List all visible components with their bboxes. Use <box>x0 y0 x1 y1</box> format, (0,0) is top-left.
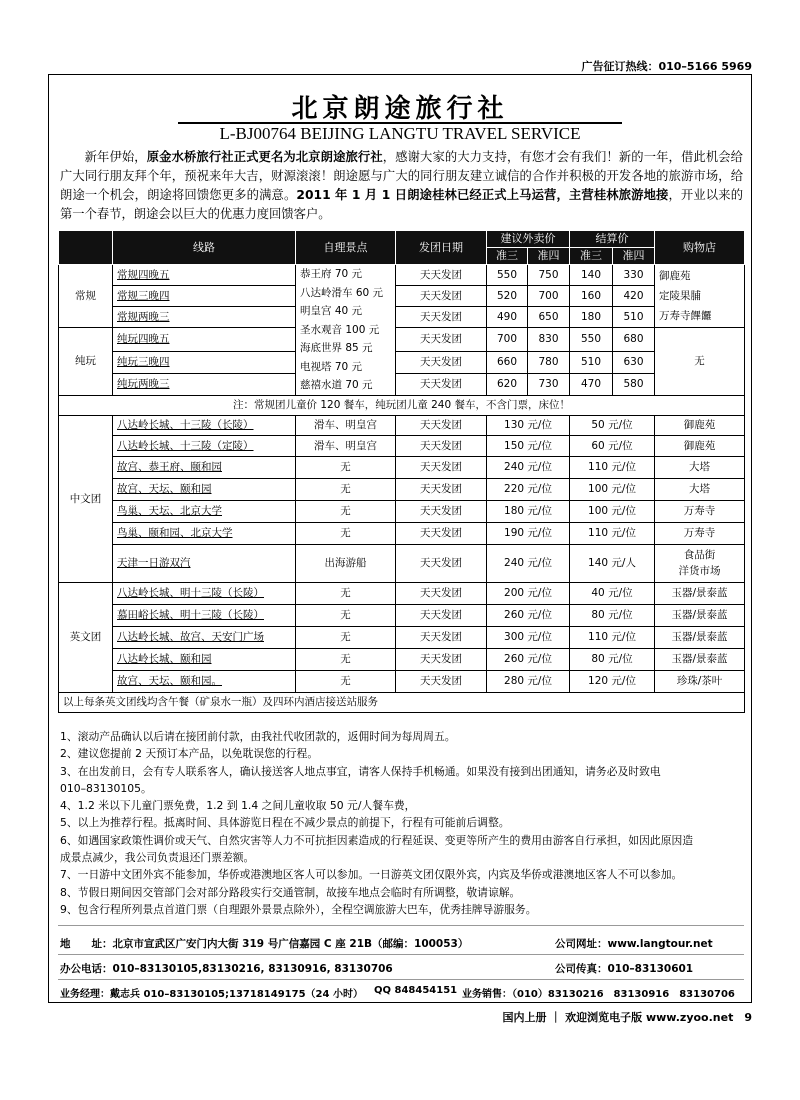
header-z4: 准四 <box>613 248 655 265</box>
self-cell: 无 <box>296 670 396 692</box>
retail-cell: 280 元/位 <box>487 670 570 692</box>
date-cell: 天天发团 <box>396 265 487 286</box>
date-cell: 天天发团 <box>396 626 487 648</box>
price-cell: 630 <box>613 351 655 373</box>
route-cell: 鸟巢、颐和园、北京大学 <box>113 522 296 544</box>
shop-cell: 万寿寺 <box>655 522 745 544</box>
date-cell: 天天发团 <box>396 307 487 328</box>
header-retail: 建议外卖价 <box>487 231 570 248</box>
shop-cell: 玉器/景泰蓝 <box>655 604 745 626</box>
route-cell: 常规三晚四 <box>113 286 296 307</box>
price-cell: 420 <box>613 286 655 307</box>
retail-cell: 150 元/位 <box>487 435 570 456</box>
settle-cell: 60 元/位 <box>570 435 655 456</box>
route-cell: 八达岭长城、故宫、天安门广场 <box>113 626 296 648</box>
price-cell: 140 <box>570 265 613 286</box>
website[interactable]: 公司网址：www.langtour.net <box>555 938 713 950</box>
category-pure: 纯玩 <box>59 328 113 396</box>
shop-cell: 御鹿苑 <box>655 435 745 456</box>
price-cell: 180 <box>570 307 613 328</box>
retail-cell: 190 元/位 <box>487 522 570 544</box>
note-item: 成景点减少，我公司负责退还门票差额。 <box>60 851 255 865</box>
retail-cell: 240 元/位 <box>487 456 570 478</box>
retail-cell: 260 元/位 <box>487 604 570 626</box>
notes-list <box>60 728 746 918</box>
shop-cell: 大塔 <box>655 478 745 500</box>
route-cell: 八达岭长城、颐和园 <box>113 648 296 670</box>
ad-hotline: 广告征订热线：010–5166 5969 <box>581 60 752 73</box>
price-cell: 550 <box>570 328 613 352</box>
date-cell: 天天发团 <box>396 522 487 544</box>
note-children: 注：常规团儿童价 120 餐车，纯玩团儿童 240 餐车，不含门票，床位！ <box>59 395 745 415</box>
divider <box>58 979 744 980</box>
price-cell: 700 <box>487 328 528 352</box>
route-cell: 八达岭长城、明十三陵（长陵） <box>113 582 296 604</box>
self-cell: 无 <box>296 604 396 626</box>
self-cell: 无 <box>296 478 396 500</box>
self-cell: 无 <box>296 500 396 522</box>
shops-cell: 无 <box>655 328 745 396</box>
category-english: 英文团 <box>59 582 113 692</box>
date-cell: 天天发团 <box>396 670 487 692</box>
header-date: 发团日期 <box>396 231 487 265</box>
note-item: 8、节假日期间因交管部门会对部分路段实行交通管制，故接车地点会临时有所调整，敬请谅解。 <box>60 885 521 899</box>
settle-cell: 40 元/位 <box>570 582 655 604</box>
header-route: 线路 <box>113 231 296 265</box>
settle-cell: 100 元/位 <box>570 500 655 522</box>
self-cell: 无 <box>296 522 396 544</box>
route-cell: 八达岭长城、十三陵（长陵） <box>113 415 296 435</box>
header-z4: 准四 <box>528 248 570 265</box>
self-cell: 无 <box>296 648 396 670</box>
price-cell: 730 <box>528 373 570 395</box>
header-settle: 结算价 <box>570 231 655 248</box>
agency-title: 北京朗途旅行社 <box>291 94 509 124</box>
header-z3: 准三 <box>487 248 528 265</box>
price-cell: 550 <box>487 265 528 286</box>
shop-cell: 大塔 <box>655 456 745 478</box>
route-cell: 故宫、天坛、颐和园。 <box>113 670 296 692</box>
shop-cell: 玉器/景泰蓝 <box>655 648 745 670</box>
date-cell: 天天发团 <box>396 435 487 456</box>
category-chinese: 中文团 <box>59 415 113 582</box>
date-cell: 天天发团 <box>396 544 487 582</box>
price-cell: 680 <box>613 328 655 352</box>
address: 地 址：北京市宣武区广安门内大街 319 号广信嘉园 C 座 21B（邮编：100053） <box>60 938 469 950</box>
date-cell: 天天发团 <box>396 328 487 352</box>
note-item: 010–83130105。 <box>60 781 152 795</box>
route-cell: 故宫、恭王府、颐和园 <box>113 456 296 478</box>
price-cell: 830 <box>528 328 570 352</box>
settle-cell: 80 元/位 <box>570 648 655 670</box>
settle-cell: 120 元/位 <box>570 670 655 692</box>
settle-cell: 50 元/位 <box>570 415 655 435</box>
date-cell: 天天发团 <box>396 604 487 626</box>
date-cell: 天天发团 <box>396 373 487 395</box>
shop-cell: 珍珠/茶叶 <box>655 670 745 692</box>
price-cell: 160 <box>570 286 613 307</box>
price-cell: 520 <box>487 286 528 307</box>
self-cell: 滑车、明皇宫 <box>296 415 396 435</box>
self-cell: 无 <box>296 456 396 478</box>
route-cell: 天津一日游双汽 <box>113 544 296 582</box>
route-cell: 纯玩四晚五 <box>113 328 296 352</box>
retail-cell: 300 元/位 <box>487 626 570 648</box>
header-category <box>59 231 113 265</box>
note-item: 1、滚动产品确认以后请在接团前付款，由我社代收团款的，返佣时间为每周周五。 <box>60 730 456 743</box>
note-item: 6、如遇国家政策性调价或天气、自然灾害等人力不可抗拒因素造成的行程延误、变更等所产生的费用由游客自行承担，如因此原因造 <box>60 833 694 847</box>
price-cell: 780 <box>528 351 570 373</box>
note-item: 3、在出发前日，会有专人联系客人，确认接送客人地点事宜，请客人保持手机畅通。如果没有接到出团通知，请务必及时致电 <box>60 764 661 778</box>
self-cell: 滑车、明皇宫 <box>296 435 396 456</box>
price-cell: 330 <box>613 265 655 286</box>
header-z3: 准三 <box>570 248 613 265</box>
date-cell: 天天发团 <box>396 478 487 500</box>
date-cell: 天天发团 <box>396 456 487 478</box>
route-cell: 鸟巢、天坛、北京大学 <box>113 500 296 522</box>
retail-cell: 220 元/位 <box>487 478 570 500</box>
retail-cell: 180 元/位 <box>487 500 570 522</box>
shop-cell: 玉器/景泰蓝 <box>655 582 745 604</box>
price-cell: 750 <box>528 265 570 286</box>
price-cell: 510 <box>570 351 613 373</box>
price-cell: 650 <box>528 307 570 328</box>
note-item: 7、一日游中文团外宾不能参加，华侨或港澳地区客人可以参加。一日游英文团仅限外宾，内宾及华侨或港澳地区客人不可以参加。 <box>60 868 683 882</box>
price-cell: 700 <box>528 286 570 307</box>
settle-cell: 110 元/位 <box>570 522 655 544</box>
settle-cell: 100 元/位 <box>570 478 655 500</box>
divider <box>58 954 744 955</box>
divider <box>58 925 744 926</box>
sales: 业务销售：（010）83130216 83130916 83130706 <box>462 989 735 1000</box>
phone: 办公电话：010–83130105,83130216, 83130916, 83130706 <box>60 963 393 975</box>
retail-cell: 240 元/位 <box>487 544 570 582</box>
price-cell: 660 <box>487 351 528 373</box>
settle-cell: 110 元/位 <box>570 456 655 478</box>
qq: QQ 848454151 <box>374 985 458 996</box>
header-shop: 购物店 <box>655 231 745 265</box>
settle-cell: 80 元/位 <box>570 604 655 626</box>
self-spots-cell: 恭王府 70 元 八达岭滑车 60 元 明皇宫 40 元 圣水观音 100 元 海底世界 85 元 电视塔 70 元 慈禧水道 70 元 <box>296 265 396 396</box>
date-cell: 天天发团 <box>396 648 487 670</box>
shop-cell: 御鹿苑 <box>655 415 745 435</box>
price-cell: 510 <box>613 307 655 328</box>
note-item: 2、建议您提前 2 天预订本产品，以免耽误您的行程。 <box>60 747 319 761</box>
shops-cell: 御鹿苑 定陵果脯 万寿寺饆饠 <box>655 265 745 328</box>
price-cell: 490 <box>487 307 528 328</box>
note-item: 4、1.2 米以下儿童门票免费，1.2 到 1.4 之间儿童收取 50 元/人餐车费， <box>60 799 416 813</box>
retail-cell: 260 元/位 <box>487 648 570 670</box>
header-self: 自理景点 <box>296 231 396 265</box>
route-cell: 故宫、天坛、颐和园 <box>113 478 296 500</box>
agency-subtitle: L-BJ00764 BEIJING LANGTU TRAVEL SERVICE <box>219 124 581 143</box>
intro-paragraph: 新年伊始，原金水桥旅行社正式更名为北京朗途旅行社，感谢大家的大力支持，有您才会有我们！新的一年，借此机会给广大同行朋友拜个年，预祝来年大吉，财源滚滚！朗途愿与广大的同行朋友建立诚信的合作并积极的开发各地的旅游市场，给朗途一个机会，朗途将回馈您更多的满意。2011 年 1 月 1 日朗途桂林已经正式上马运营，主营桂林旅游地接，开业以来的第一个春节，朗途会以巨大的优惠力度回馈客户。 <box>60 150 743 221</box>
date-cell: 天天发团 <box>396 415 487 435</box>
shop-cell: 万寿寺 <box>655 500 745 522</box>
price-cell: 580 <box>613 373 655 395</box>
settle-cell: 140 元/人 <box>570 544 655 582</box>
retail-cell: 130 元/位 <box>487 415 570 435</box>
self-cell: 出海游船 <box>296 544 396 582</box>
shop-cell: 食品街 洋货市场 <box>655 544 745 582</box>
price-cell: 620 <box>487 373 528 395</box>
page-footer: 国内上册 ｜ 欢迎浏览电子版 www.zyoo.net 9 <box>502 1011 752 1024</box>
settle-cell: 110 元/位 <box>570 626 655 648</box>
note-item: 9、包含行程所列景点首道门票（自理跟外景景点除外），全程空调旅游大巴车，优秀挂牌导游服务。 <box>60 902 537 916</box>
route-cell: 纯玩三晚四 <box>113 351 296 373</box>
retail-cell: 200 元/位 <box>487 582 570 604</box>
address-line <box>60 936 468 951</box>
category-regular: 常规 <box>59 265 113 328</box>
price-table <box>58 230 745 713</box>
note-item: 5、以上为推荐行程。抵离时间、具体游览日程在不减少景点的前提下，行程有可能前后调整。 <box>60 816 510 830</box>
route-cell: 八达岭长城、十三陵（定陵） <box>113 435 296 456</box>
route-cell: 常规两晚三 <box>113 307 296 328</box>
manager: 业务经理：戴志兵 010–83130105;13718149175（24 小时） <box>60 989 363 1000</box>
route-cell: 慕田峪长城、明十三陵（长陵） <box>113 604 296 626</box>
self-cell: 无 <box>296 582 396 604</box>
date-cell: 天天发团 <box>396 351 487 373</box>
date-cell: 天天发团 <box>396 582 487 604</box>
date-cell: 天天发团 <box>396 286 487 307</box>
route-cell: 常规四晚五 <box>113 265 296 286</box>
shop-cell: 玉器/景泰蓝 <box>655 626 745 648</box>
date-cell: 天天发团 <box>396 500 487 522</box>
route-cell: 纯玩两晚三 <box>113 373 296 395</box>
note-english-lunch: 以上每条英文团线均含午餐（矿泉水一瓶）及四环内酒店接送站服务 <box>59 692 745 712</box>
fax: 公司传真：010–83130601 <box>555 963 694 975</box>
price-cell: 470 <box>570 373 613 395</box>
self-cell: 无 <box>296 626 396 648</box>
